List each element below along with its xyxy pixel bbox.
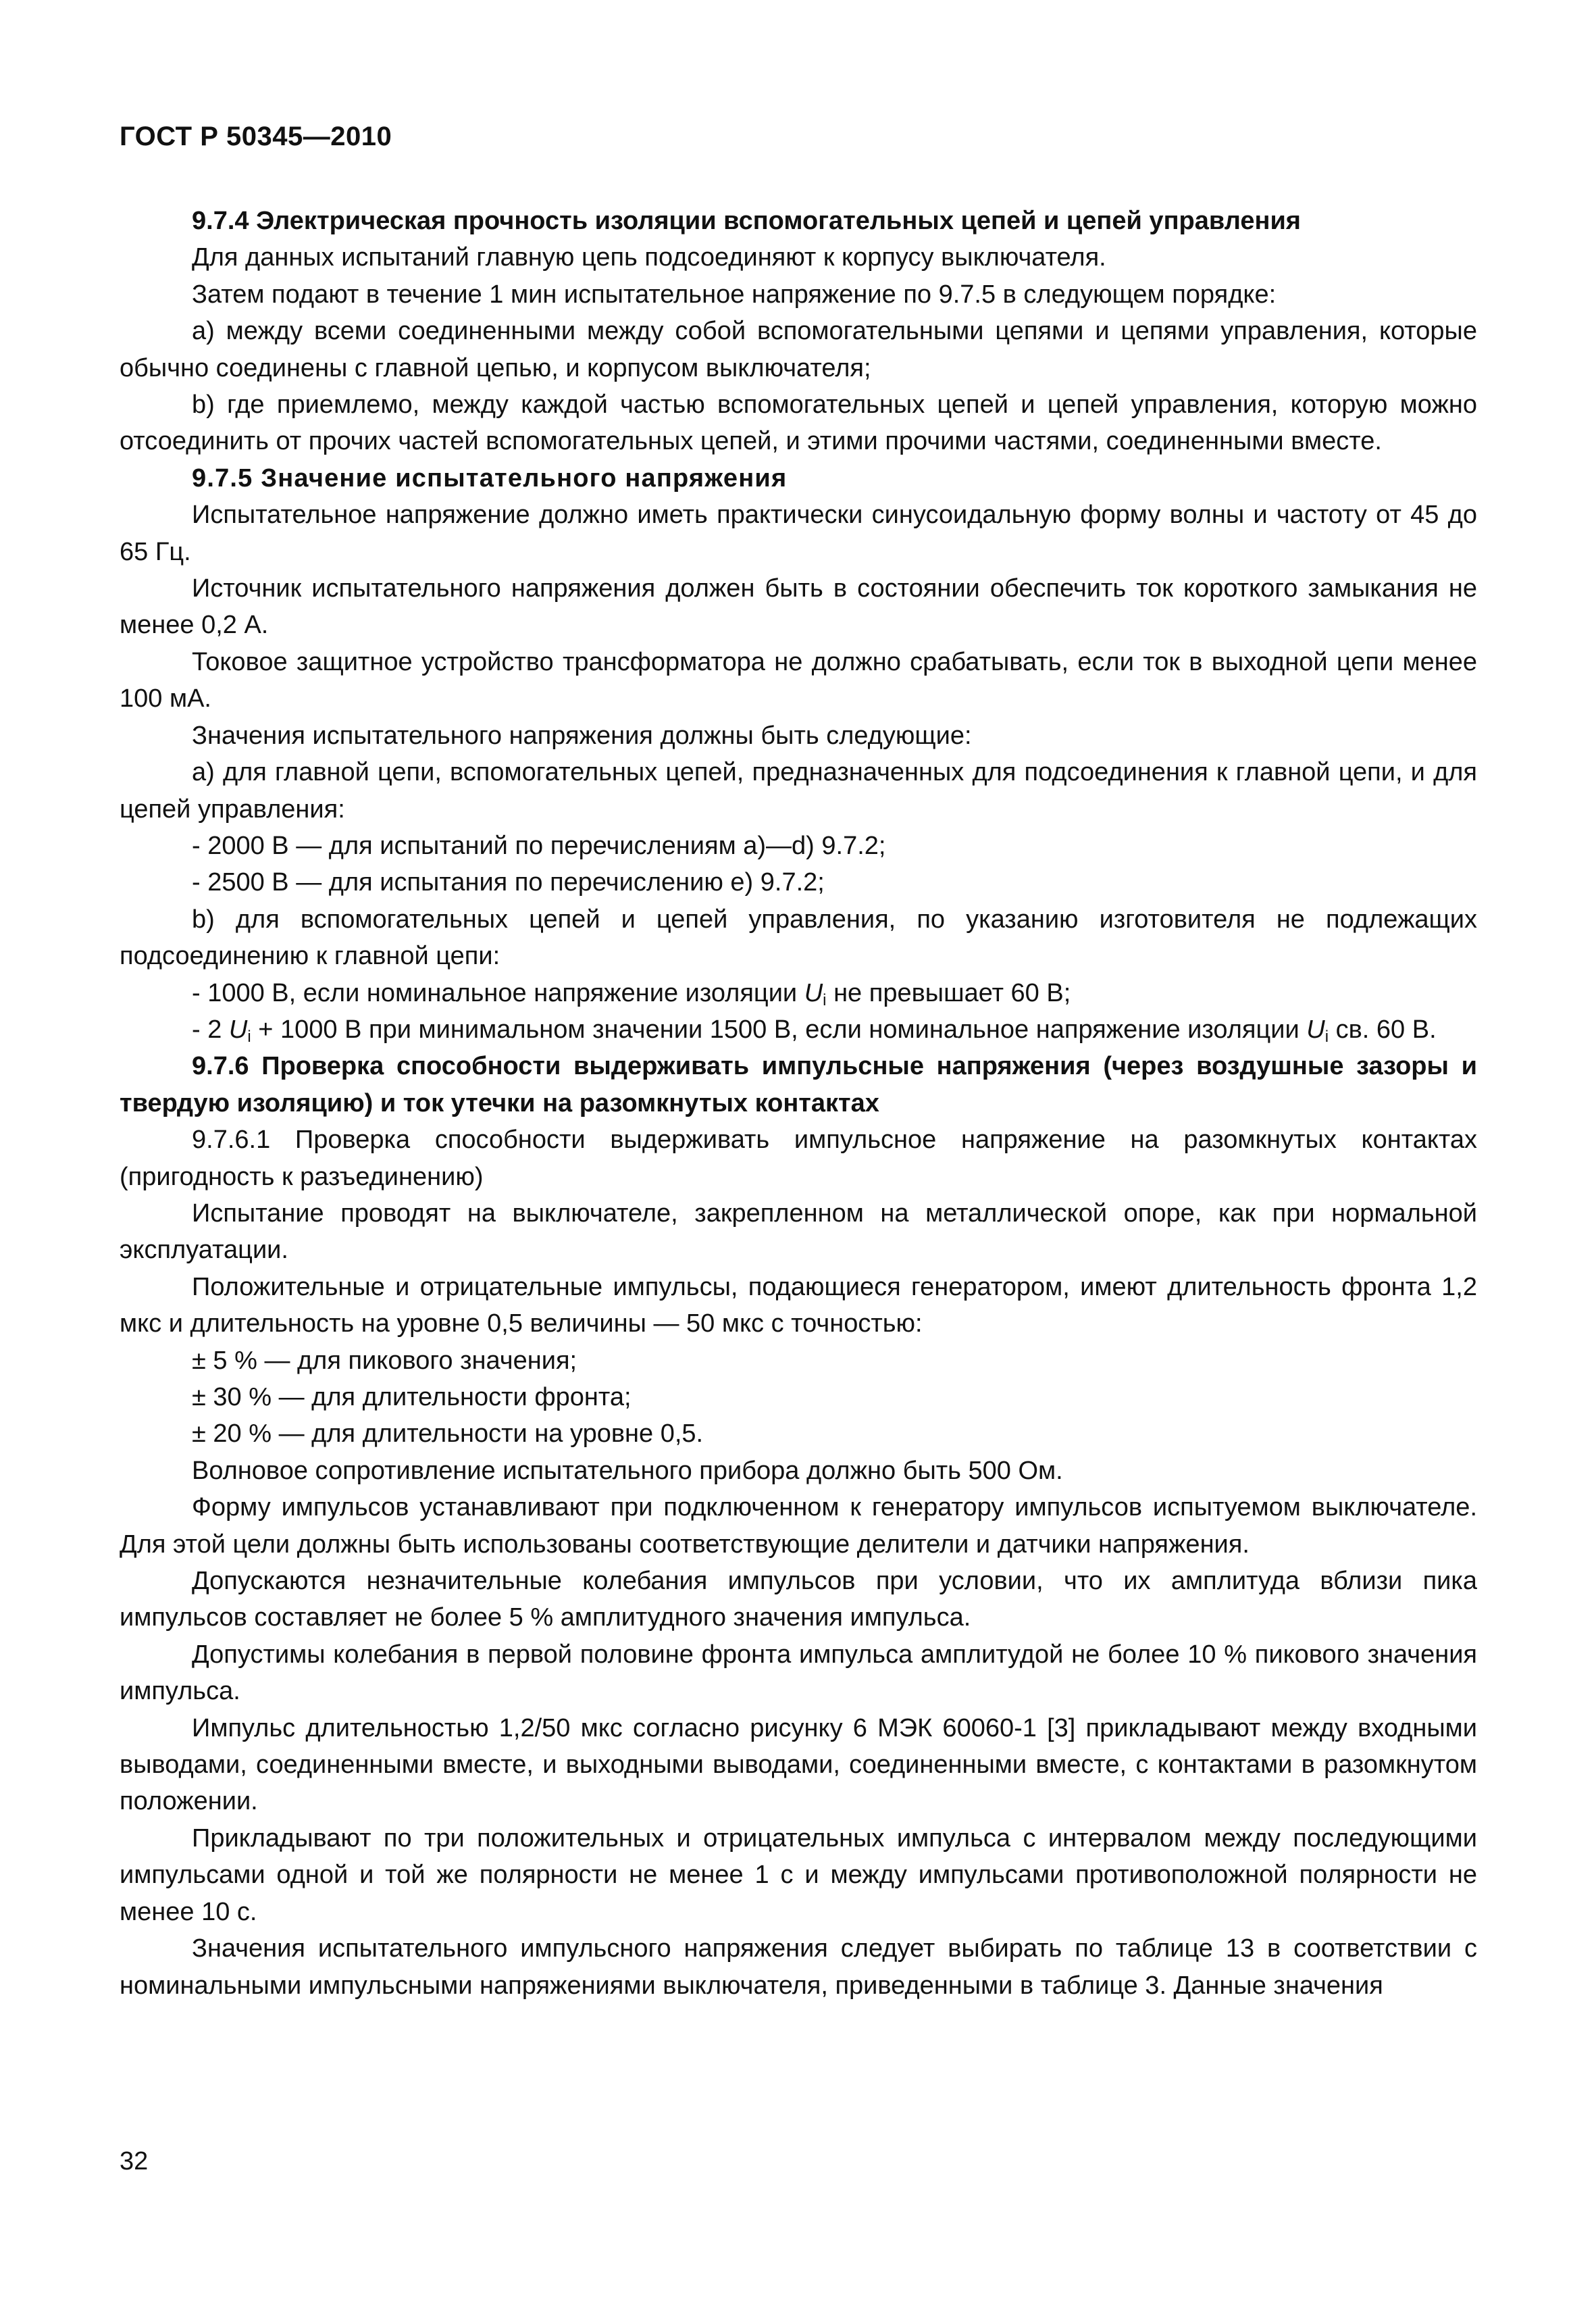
paragraph: Допустимы колебания в первой половине фронта импульса амплитудой не более 10 % пикового значения импульса. (120, 1640, 1477, 1706)
paragraph: Для данных испытаний главную цепь подсоединяют к корпусу выключателя. (192, 243, 1106, 272)
document-header: ГОСТ Р 50345—2010 (120, 122, 392, 151)
section-heading-9-7-5: 9.7.5 Значение испытательного напряжения (192, 463, 788, 493)
list-item: ± 5 % — для пикового значения; (192, 1346, 577, 1375)
text-run: не превышает 60 В; (826, 978, 1071, 1007)
paragraph: Импульс длительностью 1,2/50 мкс согласно рисунку 6 МЭК 60060-1 [3] прикладывают между входными выводами, соединенными вместе, и выходными выводами, соединенными вместе, с контактами в разомкнутом положении. (120, 1713, 1477, 1816)
text-run: - 1000 В, если номинальное напряжение изоляции (192, 978, 804, 1007)
subscript-i: i (823, 990, 827, 1009)
symbol-u: U (228, 1015, 248, 1044)
list-item: ± 30 % — для длительности фронта; (192, 1383, 632, 1411)
paragraph: Источник испытательного напряжения должен быть в состоянии обеспечить ток короткого замыкания не менее 0,2 А. (120, 574, 1477, 640)
symbol-u: U (804, 978, 823, 1007)
list-item: - 2000 В — для испытаний по перечислениям а)—d) 9.7.2; (192, 831, 886, 860)
subscript-i: i (247, 1027, 251, 1046)
text-run: + 1000 В при минимальном значении 1500 В, если номинальное напряжение изоляции (251, 1015, 1307, 1044)
paragraph: Значения испытательного импульсного напряжения следует выбирать по таблице 13 в соответствии с номинальными импульсными напряжениями выключателя, приведенными в таблице 3. Данные значения (120, 1934, 1477, 2000)
list-item: b) где приемлемо, между каждой частью вспомогательных цепей и цепей управления, которую можно отсоединить от прочих частей вспомогательных цепей, и этими прочими частями, соединенными вместе. (120, 391, 1477, 456)
subsection-heading-9-7-6-1: 9.7.6.1 Проверка способности выдерживать импульсное напряжение на разомкнутых контактах (пригодность к разъединению) (120, 1126, 1477, 1191)
list-item: a) для главной цепи, вспомогательных цепей, предназначенных для подсоединения к главной цепи, и для цепей управления: (120, 758, 1477, 824)
page-number: 32 (120, 2147, 149, 2175)
list-item (120, 1011, 1477, 1048)
list-item: - 2500 В — для испытания по перечислению е) 9.7.2; (192, 868, 825, 897)
document-body (120, 203, 1477, 2004)
paragraph: Допускаются незначительные колебания импульсов при условии, что их амплитуда вблизи пика импульсов составляет не более 5 % амплитудного значения импульса. (120, 1567, 1477, 1632)
paragraph: Прикладывают по три положительных и отрицательных импульса с интервалом между последующими импульсами одной и той же полярности не менее 1 с и между импульсами противоположной полярности не менее 10 с. (120, 1823, 1477, 1926)
symbol-u: U (1306, 1015, 1325, 1044)
list-item: ± 20 % — для длительности на уровне 0,5. (192, 1419, 704, 1449)
list-item: a) между всеми соединенными между собой вспомогательными цепями и цепями управления, которые обычно соединены с главной цепью, и корпусом выключателя; (120, 317, 1477, 382)
list-item: b) для вспомогательных цепей и цепей управления, по указанию изготовителя не подлежащих подсоединению к главной цепи: (120, 905, 1477, 971)
section-heading-9-7-6: 9.7.6 Проверка способности выдерживать импульсные напряжения (через воздушные зазоры и твердую изоляцию) и ток утечки на разомкнутых контактах (120, 1052, 1477, 1117)
paragraph: Испытание проводят на выключателе, закрепленном на металлической опоре, как при нормальной эксплуатации. (120, 1199, 1477, 1265)
list-item (120, 975, 1477, 1011)
paragraph: Испытательное напряжение должно иметь практически синусоидальную форму волны и частоту от 45 до 65 Гц. (120, 501, 1477, 566)
paragraph: Положительные и отрицательные импульсы, подающиеся генератором, имеют длительность фронта 1,2 мкс и длительность на уровне 0,5 величины — 50 мкс с точностью: (120, 1272, 1477, 1338)
paragraph: Токовое защитное устройство трансформатора не должно срабатывать, если ток в выходной цепи менее 100 мА. (120, 647, 1477, 713)
section-heading-9-7-4: 9.7.4 Электрическая прочность изоляции вспомогательных цепей и цепей управления (192, 207, 1301, 235)
paragraph: Затем подают в течение 1 мин испытательное напряжение по 9.7.5 в следующем порядке: (192, 280, 1277, 309)
paragraph: Волновое сопротивление испытательного прибора должно быть 500 Ом. (192, 1456, 1063, 1485)
paragraph: Значения испытательного напряжения должны быть следующие: (192, 721, 972, 750)
text-run: - 2 (192, 1015, 229, 1044)
text-run: св. 60 В. (1329, 1015, 1437, 1044)
subscript-i: i (1324, 1027, 1329, 1046)
paragraph: Форму импульсов устанавливают при подключенном к генератору импульсов испытуемом выключателе. Для этой цели должны быть использованы соответствующие делители и датчики напряжения. (120, 1493, 1477, 1559)
